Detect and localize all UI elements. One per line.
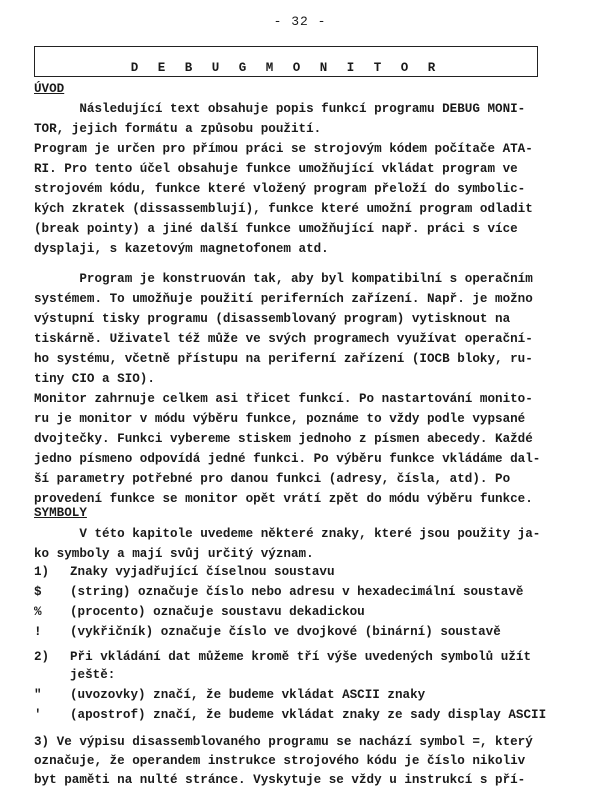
document-title: D E B U G M O N I T O R (130, 61, 442, 75)
list-item: (uvozovky) značí, že budeme vkládat ASCII znaky (70, 688, 426, 702)
list-heading: Znaky vyjadřující číselnou soustavu (70, 565, 335, 579)
symboly-intro-line: V této kapitole uvedeme některé znaky, které jsou použity ja- (34, 527, 541, 541)
uvod-line: strojovém kódu, funkce které vložený program přeloží do symbolic- (34, 182, 526, 196)
para2-line: ší parametry potřebné pro danou funkci (adresy, čísla, atd). Po (34, 472, 511, 486)
para2-line: Program je konstruován tak, aby byl kompatibilní s operačním (34, 272, 533, 286)
symbol-dollar: $ (34, 585, 42, 599)
para2-line: systémem. To umožňuje použití periferních zařízení. Např. je možno (34, 292, 533, 306)
uvod-line: Program je určen pro přímou práci se strojovým kódem počítače ATA- (34, 142, 533, 156)
list-item: (string) označuje číslo nebo adresu v hexadecimální soustavě (70, 585, 524, 599)
para2-line: tiny CIO a SIO). (34, 372, 155, 386)
list-item: (apostrof) značí, že budeme vkládat znaky ze sady display ASCII (70, 708, 547, 722)
symboly-intro-line: ko symboly a mají svůj určitý význam. (34, 547, 314, 561)
list-heading-continuation: ještě: (70, 668, 116, 682)
page-number: - 32 - (273, 14, 327, 29)
para2-line: jedno písmeno odpovídá jedné funkci. Po výběru funkce vkládáme dal- (34, 452, 541, 466)
uvod-line: (break pointy) a jiné další funkce umožňující např. práci s více (34, 222, 518, 236)
list3-line: označuje, že operandem instrukce strojového kódu je číslo nikoliv (34, 754, 526, 768)
uvod-line: dysplaji, s kazetovým magnetofonem atd. (34, 242, 329, 256)
list3-line: byt paměti na nulté stránce. Vyskytuje se vždy u instrukcí s pří- (34, 773, 526, 787)
para2-line: výstupní tisky programu (disassemblovaný program) vytisknout na (34, 312, 511, 326)
para2-line: ru je monitor v módu výběru funkce, poznáme to vždy podle vypsané (34, 412, 526, 426)
list3-line: 3) Ve výpisu disassemblovaného programu se nachází symbol =, který (34, 735, 533, 749)
list-item: (procento) označuje soustavu dekadickou (70, 605, 365, 619)
list-marker: 2) (34, 650, 50, 664)
symbol-percent: % (34, 605, 42, 619)
uvod-line: kých zkratek (dissassemblují), funkce které umožní program odladit (34, 202, 533, 216)
uvod-line: Následující text obsahuje popis funkcí programu DEBUG MONI- (34, 102, 526, 116)
uvod-line: TOR, jejich formátu a způsobu použití. (34, 122, 322, 136)
uvod-line: RI. Pro tento účel obsahuje funkce umožňující vkládat program ve (34, 162, 518, 176)
symbol-apostrophe: ' (34, 708, 42, 722)
list-heading: Při vkládání dat můžeme kromě tří výše uvedených symbolů užít (70, 650, 532, 664)
section-heading-symboly: SYMBOLY (34, 506, 87, 520)
list-item: (vykřičník) označuje číslo ve dvojkové (binární) soustavě (70, 625, 501, 639)
symbol-exclamation: ! (34, 625, 42, 639)
para2-line: ho systému, včetně přístupu na periferní zařízení (IOCB bloky, ru- (34, 352, 533, 366)
title-box (34, 46, 538, 77)
section-heading-uvod: ÚVOD (34, 82, 65, 96)
para2-line: provedení funkce se monitor opět vrátí zpět do módu výběru funkce. (34, 492, 533, 506)
list-marker: 1) (34, 565, 50, 579)
para2-line: tiskárně. Uživatel též může ve svých programech využívat operační- (34, 332, 533, 346)
para2-line: Monitor zahrnuje celkem asi třicet funkcí. Po nastartování monito- (34, 392, 533, 406)
para2-line: dvojtečky. Funkci vybereme stiskem jednoho z písmen abecedy. Každé (34, 432, 533, 446)
title-rule (34, 76, 538, 77)
symbol-quote: " (34, 688, 42, 702)
